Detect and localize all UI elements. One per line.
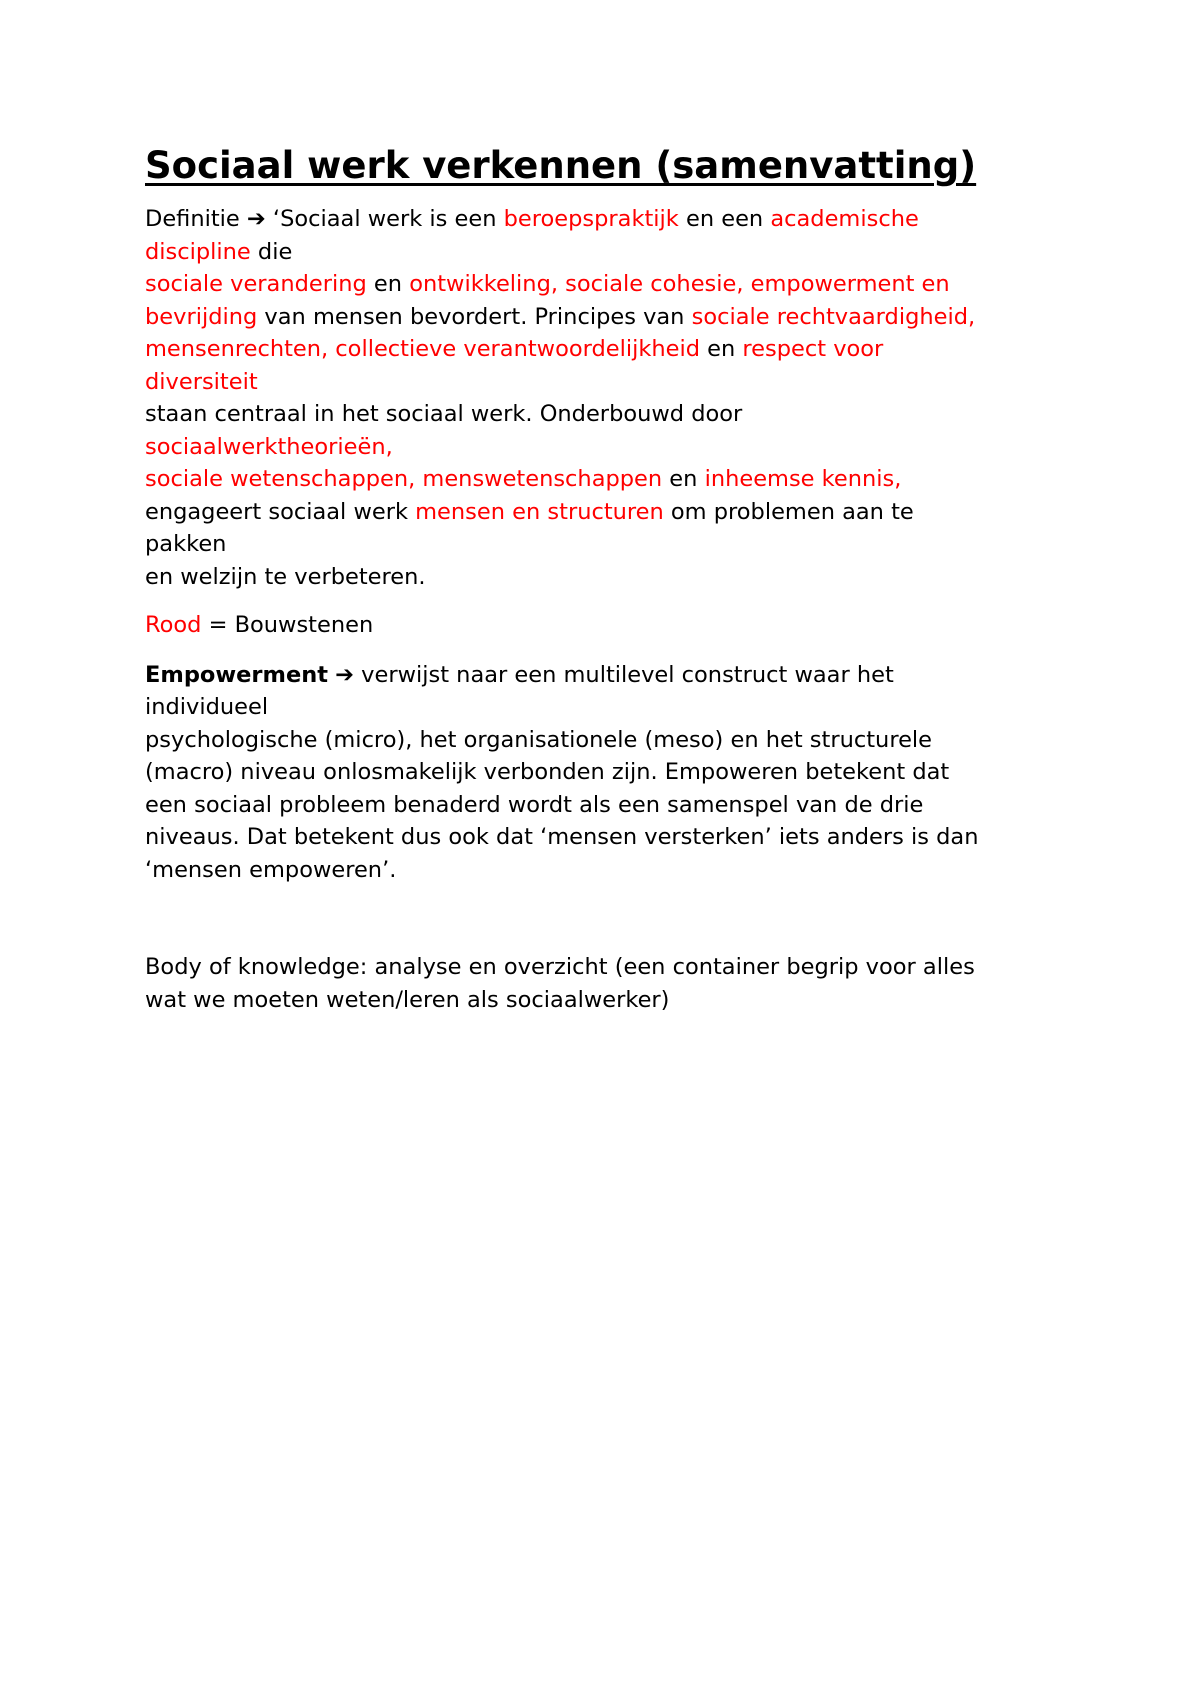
definition-text: van mensen bevordert. Principes van [257,303,692,330]
highlighted-term: sociaalwerktheorieën, [145,433,393,460]
definition-paragraph [145,203,1065,593]
highlighted-term: diversiteit [145,368,258,395]
empowerment-line: een sociaal probleem benaderd wordt als een samenspel van de drie [145,791,924,818]
highlighted-term: academische [770,206,919,232]
highlighted-term: discipline [145,238,251,265]
highlighted-term: respect voor [742,336,884,362]
definition-text: om problemen aan te [663,498,914,525]
empowerment-line: ‘mensen empoweren’. [145,856,397,883]
highlighted-term: beroepspraktijk [503,206,679,232]
definition-line [145,398,1065,431]
empowerment-line: individueel [145,694,269,720]
definition-line [145,463,1065,496]
document-title: Sociaal werk verkennen (samenvatting) [145,144,977,187]
empowerment-term: Empowerment [145,661,328,688]
highlighted-term: ontwikkeling, sociale cohesie, empowerment en [409,271,950,297]
empowerment-line [145,659,1065,692]
highlighted-term: sociale verandering [145,271,367,297]
highlighted-term: sociale wetenschappen, menswetenschappen [145,466,663,492]
definition-text: en [366,271,410,297]
definition-text: en [700,336,743,362]
body-of-knowledge-line: Body of knowledge: analyse en overzicht (een container begrip voor alles [145,954,975,980]
definition-text: en een [678,206,771,232]
highlighted-term: mensen en structuren [415,498,664,525]
arrow-right-icon: ➔ [246,206,266,232]
definition-text: Definitie [145,206,247,232]
empowerment-line: niveaus. Dat betekent dus ook dat ‘mensen versterken’ iets anders is dan [145,824,979,850]
definition-text: en [662,466,705,492]
spacer [145,593,1065,609]
highlighted-term: inheemse kennis, [704,466,902,492]
empowerment-paragraph [145,659,1065,887]
arrow-right-icon: ➔ [335,661,355,688]
highlighted-term: mensenrechten, collectieve verantwoordelijkheid [145,336,700,362]
highlighted-term: bevrijding [145,303,258,330]
definition-text: die [250,238,293,265]
definition-line [145,268,1065,301]
definition-line [145,496,1065,529]
definition-line [145,301,1065,334]
empowerment-line: (macro) niveau onlosmakelijk verbonden zijn. Empoweren betekent dat [145,759,950,785]
definition-line [145,528,1065,561]
spacer [145,886,1065,951]
body-of-knowledge-line: wat we moeten weten/leren als sociaalwerker) [145,986,670,1013]
definition-line [145,431,1065,464]
definition-line [145,561,1065,594]
body-of-knowledge-paragraph [145,951,1065,1016]
definition-text: pakken [145,531,227,557]
definition-line [145,333,1065,366]
definition-text: ‘Sociaal werk is een [265,206,504,232]
empowerment-text: verwijst naar een multilevel construct waar het [354,661,894,688]
definition-line [145,236,1065,269]
highlighted-term: sociale rechtvaardigheid, [691,303,976,330]
spacer [145,642,1065,659]
legend-line [145,609,1065,642]
definition-text: engageert sociaal werk [145,498,416,525]
definition-line [145,366,1065,399]
document-page [145,143,1065,1016]
legend-paragraph [145,609,1065,642]
definition-text: staan centraal in het sociaal werk. Onderbouwd door [145,401,743,427]
definition-line [145,203,1065,236]
definition-text: en welzijn te verbeteren. [145,563,426,590]
legend-red-word: Rood [145,612,202,638]
empowerment-line: psychologische (micro), het organisationele (meso) en het structurele [145,726,933,753]
legend-rest: = Bouwstenen [201,612,374,638]
